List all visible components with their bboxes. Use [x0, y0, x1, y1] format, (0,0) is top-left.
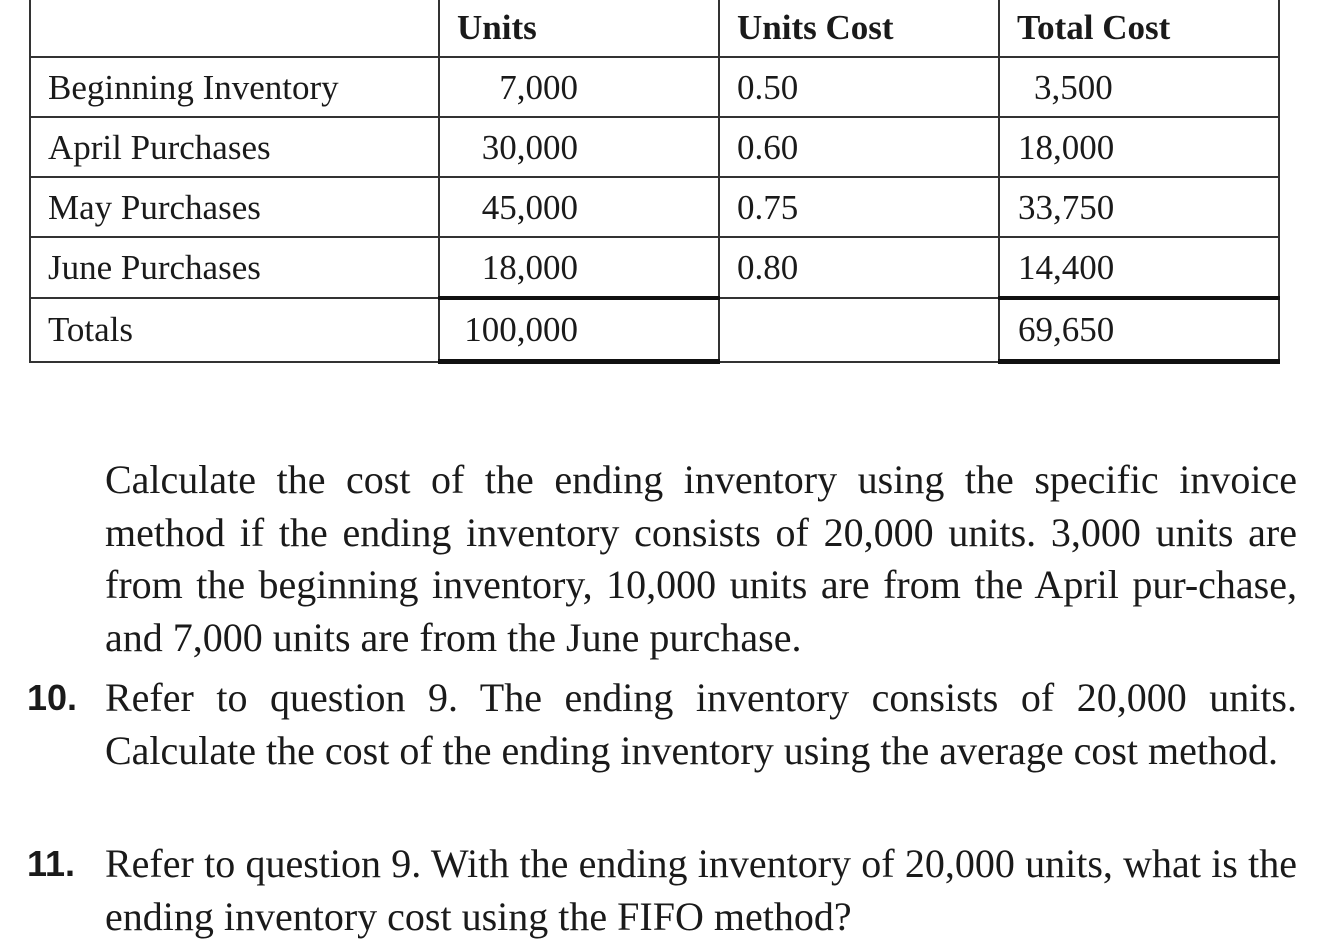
- row-unit-cost: 0.75: [719, 177, 999, 237]
- inventory-table: [29, 0, 1280, 364]
- totals-label: Totals: [30, 298, 439, 362]
- row-units: 7,000: [439, 57, 719, 117]
- row-label: Beginning Inventory: [30, 57, 439, 117]
- question-9: [27, 454, 1297, 664]
- question-11: [27, 838, 1297, 943]
- row-units: 18,000: [439, 237, 719, 298]
- row-total-cost: 3,500: [999, 57, 1279, 117]
- row-units: 45,000: [439, 177, 719, 237]
- row-total-cost: 14,400: [999, 237, 1279, 298]
- row-total-cost: 33,750: [999, 177, 1279, 237]
- totals-total-cost: 69,650: [999, 298, 1279, 362]
- row-label: April Purchases: [30, 117, 439, 177]
- totals-unit-cost: [719, 298, 999, 362]
- question-text: Refer to question 9. The ending inventory consists of 20,000 units. Calculate the cost of the ending inventory using the average cost method.: [105, 675, 1297, 773]
- question-number: 11.: [27, 843, 76, 884]
- question-number: 10.: [27, 677, 78, 718]
- row-total-cost: 18,000: [999, 117, 1279, 177]
- row-label: June Purchases: [30, 237, 439, 298]
- question-text: Refer to question 9. With the ending inventory of 20,000 units, what is the ending inventory cost using the FIFO method?: [105, 841, 1297, 939]
- table-row: [30, 177, 1279, 237]
- row-unit-cost: 0.60: [719, 117, 999, 177]
- row-label: May Purchases: [30, 177, 439, 237]
- question-text: Calculate the cost of the ending inventory using the specific invoice method if the ending inventory consists of 20,000 units. 3,000 units are from the beginning inventory, 10,000 units are from the April pur-chase, and 7,000 units are from the June purchase.: [105, 457, 1297, 660]
- table-row: [30, 237, 1279, 298]
- table-row: [30, 117, 1279, 177]
- row-unit-cost: 0.50: [719, 57, 999, 117]
- header-total-cost: Total Cost: [999, 0, 1279, 57]
- table-row: [30, 57, 1279, 117]
- table-totals-row: [30, 298, 1279, 362]
- question-10: [27, 672, 1297, 777]
- header-units: Units: [439, 0, 719, 57]
- row-units: 30,000: [439, 117, 719, 177]
- totals-units: 100,000: [439, 298, 719, 362]
- table-header-row: [30, 0, 1279, 57]
- row-unit-cost: 0.80: [719, 237, 999, 298]
- header-blank: [30, 0, 439, 57]
- header-unit-cost: Units Cost: [719, 0, 999, 57]
